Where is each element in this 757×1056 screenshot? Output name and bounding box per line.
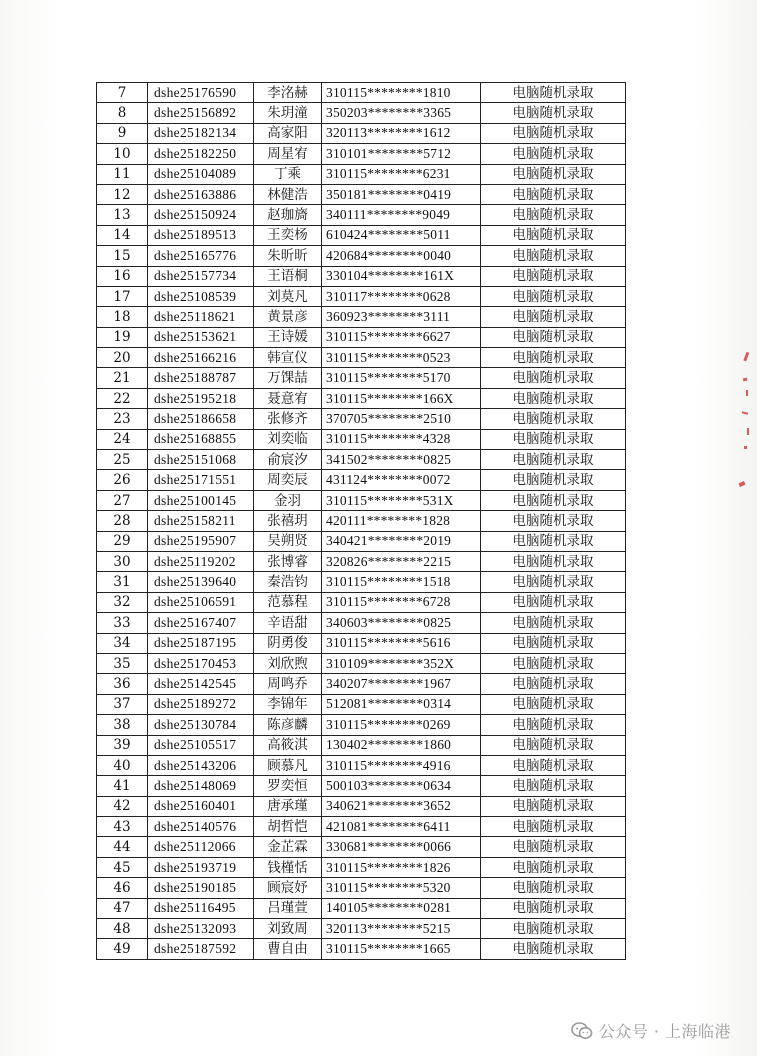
admission-method-cell: 电脑随机录取 bbox=[481, 409, 626, 429]
table-row bbox=[97, 898, 626, 918]
admission-method-cell: 电脑随机录取 bbox=[481, 164, 626, 184]
registration-id-cell: dshe25151068 bbox=[148, 450, 254, 470]
student-name-cell: 张博睿 bbox=[254, 551, 322, 571]
table-row bbox=[97, 551, 626, 571]
registration-id-cell: dshe25140576 bbox=[148, 817, 254, 837]
student-name-cell: 顾宸妤 bbox=[254, 878, 322, 898]
student-name-cell: 李洺赫 bbox=[254, 83, 322, 103]
row-number-cell: 31 bbox=[97, 572, 148, 592]
student-name-cell: 朱昕昕 bbox=[254, 246, 322, 266]
registration-id-cell: dshe25168855 bbox=[148, 429, 254, 449]
table-row bbox=[97, 490, 626, 510]
id-card-number-cell: 310115********5616 bbox=[322, 633, 481, 653]
id-card-number-cell: 512081********0314 bbox=[322, 694, 481, 714]
registration-id-cell: dshe25189272 bbox=[148, 694, 254, 714]
id-card-number-cell: 310117********0628 bbox=[322, 286, 481, 306]
student-name-cell: 张禧玥 bbox=[254, 511, 322, 531]
registration-id-cell: dshe25116495 bbox=[148, 898, 254, 918]
registration-id-cell: dshe25193719 bbox=[148, 857, 254, 877]
row-number-cell: 21 bbox=[97, 368, 148, 388]
row-number-cell: 9 bbox=[97, 123, 148, 143]
admission-method-cell: 电脑随机录取 bbox=[481, 694, 626, 714]
admission-method-cell: 电脑随机录取 bbox=[481, 878, 626, 898]
student-name-cell: 刘奕临 bbox=[254, 429, 322, 449]
table-row bbox=[97, 511, 626, 531]
registration-id-cell: dshe25150924 bbox=[148, 205, 254, 225]
table-row bbox=[97, 307, 626, 327]
row-number-cell: 42 bbox=[97, 796, 148, 816]
table-row bbox=[97, 613, 626, 633]
row-number-cell: 41 bbox=[97, 776, 148, 796]
registration-id-cell: dshe25170453 bbox=[148, 653, 254, 673]
table-row bbox=[97, 694, 626, 714]
row-number-cell: 45 bbox=[97, 857, 148, 877]
admission-roster-table bbox=[96, 82, 626, 960]
admission-method-cell: 电脑随机录取 bbox=[481, 857, 626, 877]
id-card-number-cell: 431124********0072 bbox=[322, 470, 481, 490]
id-card-number-cell: 500103********0634 bbox=[322, 776, 481, 796]
id-card-number-cell: 310115********6728 bbox=[322, 592, 481, 612]
admission-method-cell: 电脑随机录取 bbox=[481, 531, 626, 551]
registration-id-cell: dshe25157734 bbox=[148, 266, 254, 286]
registration-id-cell: dshe25156892 bbox=[148, 103, 254, 123]
admission-method-cell: 电脑随机录取 bbox=[481, 490, 626, 510]
student-name-cell: 黄景彦 bbox=[254, 307, 322, 327]
admission-method-cell: 电脑随机录取 bbox=[481, 327, 626, 347]
admission-method-cell: 电脑随机录取 bbox=[481, 735, 626, 755]
row-number-cell: 48 bbox=[97, 919, 148, 939]
admission-method-cell: 电脑随机录取 bbox=[481, 898, 626, 918]
admission-method-cell: 电脑随机录取 bbox=[481, 755, 626, 775]
registration-id-cell: dshe25153621 bbox=[148, 327, 254, 347]
table-row bbox=[97, 450, 626, 470]
row-number-cell: 13 bbox=[97, 205, 148, 225]
row-number-cell: 23 bbox=[97, 409, 148, 429]
id-card-number-cell: 340421********2019 bbox=[322, 531, 481, 551]
admission-method-cell: 电脑随机录取 bbox=[481, 592, 626, 612]
id-card-number-cell: 310115********1826 bbox=[322, 857, 481, 877]
registration-id-cell: dshe25190185 bbox=[148, 878, 254, 898]
registration-id-cell: dshe25108539 bbox=[148, 286, 254, 306]
id-card-number-cell: 370705********2510 bbox=[322, 409, 481, 429]
id-card-number-cell: 310101********5712 bbox=[322, 144, 481, 164]
table-row bbox=[97, 572, 626, 592]
id-card-number-cell: 330681********0066 bbox=[322, 837, 481, 857]
table-row bbox=[97, 592, 626, 612]
table-row bbox=[97, 348, 626, 368]
student-name-cell: 金芷霖 bbox=[254, 837, 322, 857]
registration-id-cell: dshe25148069 bbox=[148, 776, 254, 796]
admission-method-cell: 电脑随机录取 bbox=[481, 123, 626, 143]
admission-method-cell: 电脑随机录取 bbox=[481, 551, 626, 571]
id-card-number-cell: 420111********1828 bbox=[322, 511, 481, 531]
registration-id-cell: dshe25130784 bbox=[148, 715, 254, 735]
table-row bbox=[97, 755, 626, 775]
admission-method-cell: 电脑随机录取 bbox=[481, 450, 626, 470]
admission-method-cell: 电脑随机录取 bbox=[481, 511, 626, 531]
row-number-cell: 37 bbox=[97, 694, 148, 714]
student-name-cell: 赵珈旖 bbox=[254, 205, 322, 225]
id-card-number-cell: 310109********352X bbox=[322, 653, 481, 673]
admission-method-cell: 电脑随机录取 bbox=[481, 470, 626, 490]
registration-id-cell: dshe25112066 bbox=[148, 837, 254, 857]
id-card-number-cell: 310115********0269 bbox=[322, 715, 481, 735]
id-card-number-cell: 320826********2215 bbox=[322, 551, 481, 571]
id-card-number-cell: 340603********0825 bbox=[322, 613, 481, 633]
admission-method-cell: 电脑随机录取 bbox=[481, 246, 626, 266]
admission-method-cell: 电脑随机录取 bbox=[481, 572, 626, 592]
student-name-cell: 周鸣乔 bbox=[254, 674, 322, 694]
table-row bbox=[97, 225, 626, 245]
table-row bbox=[97, 715, 626, 735]
id-card-number-cell: 310115********1518 bbox=[322, 572, 481, 592]
registration-id-cell: dshe25189513 bbox=[148, 225, 254, 245]
student-name-cell: 王奕杨 bbox=[254, 225, 322, 245]
student-name-cell: 吴朔贤 bbox=[254, 531, 322, 551]
table-row bbox=[97, 388, 626, 408]
student-name-cell: 韩宣仪 bbox=[254, 348, 322, 368]
row-number-cell: 11 bbox=[97, 164, 148, 184]
admission-method-cell: 电脑随机录取 bbox=[481, 205, 626, 225]
registration-id-cell: dshe25166216 bbox=[148, 348, 254, 368]
table-row bbox=[97, 735, 626, 755]
row-number-cell: 30 bbox=[97, 551, 148, 571]
admission-method-cell: 电脑随机录取 bbox=[481, 429, 626, 449]
id-card-number-cell: 310115********6627 bbox=[322, 327, 481, 347]
table-row bbox=[97, 796, 626, 816]
table-row bbox=[97, 674, 626, 694]
row-number-cell: 34 bbox=[97, 633, 148, 653]
student-name-cell: 万馃喆 bbox=[254, 368, 322, 388]
admission-method-cell: 电脑随机录取 bbox=[481, 286, 626, 306]
student-name-cell: 阴勇俊 bbox=[254, 633, 322, 653]
table-row bbox=[97, 205, 626, 225]
table-row bbox=[97, 429, 626, 449]
table-row bbox=[97, 144, 626, 164]
student-name-cell: 朱玥潼 bbox=[254, 103, 322, 123]
table-row bbox=[97, 776, 626, 796]
student-name-cell: 罗奕恒 bbox=[254, 776, 322, 796]
id-card-number-cell: 350181********0419 bbox=[322, 184, 481, 204]
admission-method-cell: 电脑随机录取 bbox=[481, 225, 626, 245]
admission-method-cell: 电脑随机录取 bbox=[481, 837, 626, 857]
student-name-cell: 陈彦麟 bbox=[254, 715, 322, 735]
wechat-official-account-icon bbox=[571, 1022, 593, 1040]
row-number-cell: 19 bbox=[97, 327, 148, 347]
admission-method-cell: 电脑随机录取 bbox=[481, 776, 626, 796]
id-card-number-cell: 310115********4916 bbox=[322, 755, 481, 775]
registration-id-cell: dshe25171551 bbox=[148, 470, 254, 490]
red-seal-edge-marks bbox=[733, 350, 753, 500]
row-number-cell: 7 bbox=[97, 83, 148, 103]
row-number-cell: 8 bbox=[97, 103, 148, 123]
student-name-cell: 林健浩 bbox=[254, 184, 322, 204]
registration-id-cell: dshe25176590 bbox=[148, 83, 254, 103]
row-number-cell: 40 bbox=[97, 755, 148, 775]
row-number-cell: 32 bbox=[97, 592, 148, 612]
student-name-cell: 刘欣煦 bbox=[254, 653, 322, 673]
row-number-cell: 24 bbox=[97, 429, 148, 449]
row-number-cell: 27 bbox=[97, 490, 148, 510]
table-row bbox=[97, 83, 626, 103]
id-card-number-cell: 310115********5320 bbox=[322, 878, 481, 898]
row-number-cell: 49 bbox=[97, 939, 148, 959]
id-card-number-cell: 310115********166X bbox=[322, 388, 481, 408]
student-name-cell: 刘莫凡 bbox=[254, 286, 322, 306]
registration-id-cell: dshe25182250 bbox=[148, 144, 254, 164]
row-number-cell: 14 bbox=[97, 225, 148, 245]
row-number-cell: 47 bbox=[97, 898, 148, 918]
id-card-number-cell: 360923********3111 bbox=[322, 307, 481, 327]
row-number-cell: 28 bbox=[97, 511, 148, 531]
row-number-cell: 44 bbox=[97, 837, 148, 857]
registration-id-cell: dshe25100145 bbox=[148, 490, 254, 510]
admission-method-cell: 电脑随机录取 bbox=[481, 348, 626, 368]
registration-id-cell: dshe25119202 bbox=[148, 551, 254, 571]
student-name-cell: 周奕辰 bbox=[254, 470, 322, 490]
id-card-number-cell: 310115********4328 bbox=[322, 429, 481, 449]
student-name-cell: 刘致周 bbox=[254, 919, 322, 939]
id-card-number-cell: 340207********1967 bbox=[322, 674, 481, 694]
row-number-cell: 17 bbox=[97, 286, 148, 306]
id-card-number-cell: 130402********1860 bbox=[322, 735, 481, 755]
row-number-cell: 16 bbox=[97, 266, 148, 286]
student-name-cell: 高筱淇 bbox=[254, 735, 322, 755]
table-row bbox=[97, 368, 626, 388]
row-number-cell: 39 bbox=[97, 735, 148, 755]
row-number-cell: 43 bbox=[97, 817, 148, 837]
registration-id-cell: dshe25158211 bbox=[148, 511, 254, 531]
registration-id-cell: dshe25118621 bbox=[148, 307, 254, 327]
admission-method-cell: 电脑随机录取 bbox=[481, 368, 626, 388]
id-card-number-cell: 310115********1665 bbox=[322, 939, 481, 959]
watermark-text: 公众号 · 上海临港 bbox=[598, 1022, 731, 1041]
admission-method-cell: 电脑随机录取 bbox=[481, 388, 626, 408]
row-number-cell: 25 bbox=[97, 450, 148, 470]
table-row bbox=[97, 184, 626, 204]
row-number-cell: 35 bbox=[97, 653, 148, 673]
id-card-number-cell: 340111********9049 bbox=[322, 205, 481, 225]
table-row bbox=[97, 409, 626, 429]
table-row bbox=[97, 939, 626, 959]
student-name-cell: 丁乘 bbox=[254, 164, 322, 184]
table-row bbox=[97, 653, 626, 673]
id-card-number-cell: 421081********6411 bbox=[322, 817, 481, 837]
row-number-cell: 20 bbox=[97, 348, 148, 368]
row-number-cell: 22 bbox=[97, 388, 148, 408]
student-name-cell: 王语桐 bbox=[254, 266, 322, 286]
table-row bbox=[97, 919, 626, 939]
row-number-cell: 36 bbox=[97, 674, 148, 694]
student-name-cell: 李锦年 bbox=[254, 694, 322, 714]
admission-method-cell: 电脑随机录取 bbox=[481, 83, 626, 103]
admission-method-cell: 电脑随机录取 bbox=[481, 633, 626, 653]
table-row bbox=[97, 817, 626, 837]
row-number-cell: 10 bbox=[97, 144, 148, 164]
id-card-number-cell: 420684********0040 bbox=[322, 246, 481, 266]
table-row bbox=[97, 266, 626, 286]
table-row bbox=[97, 878, 626, 898]
table-row bbox=[97, 531, 626, 551]
id-card-number-cell: 310115********531X bbox=[322, 490, 481, 510]
table-row bbox=[97, 286, 626, 306]
student-name-cell: 高家阳 bbox=[254, 123, 322, 143]
registration-id-cell: dshe25165776 bbox=[148, 246, 254, 266]
admission-method-cell: 电脑随机录取 bbox=[481, 919, 626, 939]
student-name-cell: 唐承瑾 bbox=[254, 796, 322, 816]
registration-id-cell: dshe25188787 bbox=[148, 368, 254, 388]
row-number-cell: 26 bbox=[97, 470, 148, 490]
row-number-cell: 46 bbox=[97, 878, 148, 898]
registration-id-cell: dshe25187592 bbox=[148, 939, 254, 959]
registration-id-cell: dshe25182134 bbox=[148, 123, 254, 143]
row-number-cell: 29 bbox=[97, 531, 148, 551]
admission-method-cell: 电脑随机录取 bbox=[481, 103, 626, 123]
registration-id-cell: dshe25105517 bbox=[148, 735, 254, 755]
id-card-number-cell: 320113********5215 bbox=[322, 919, 481, 939]
registration-id-cell: dshe25104089 bbox=[148, 164, 254, 184]
row-number-cell: 33 bbox=[97, 613, 148, 633]
id-card-number-cell: 310115********0523 bbox=[322, 348, 481, 368]
roster-table-body bbox=[97, 83, 626, 960]
id-card-number-cell: 610424********5011 bbox=[322, 225, 481, 245]
id-card-number-cell: 341502********0825 bbox=[322, 450, 481, 470]
student-name-cell: 秦浩钧 bbox=[254, 572, 322, 592]
admission-method-cell: 电脑随机录取 bbox=[481, 796, 626, 816]
id-card-number-cell: 310115********5170 bbox=[322, 368, 481, 388]
student-name-cell: 辛语甜 bbox=[254, 613, 322, 633]
student-name-cell: 金羽 bbox=[254, 490, 322, 510]
wechat-watermark bbox=[571, 1019, 731, 1042]
registration-id-cell: dshe25143206 bbox=[148, 755, 254, 775]
student-name-cell: 聂意宥 bbox=[254, 388, 322, 408]
table-row bbox=[97, 164, 626, 184]
student-name-cell: 钱槿恬 bbox=[254, 857, 322, 877]
admission-method-cell: 电脑随机录取 bbox=[481, 653, 626, 673]
student-name-cell: 周星宥 bbox=[254, 144, 322, 164]
row-number-cell: 38 bbox=[97, 715, 148, 735]
row-number-cell: 12 bbox=[97, 184, 148, 204]
registration-id-cell: dshe25132093 bbox=[148, 919, 254, 939]
admission-method-cell: 电脑随机录取 bbox=[481, 184, 626, 204]
registration-id-cell: dshe25106591 bbox=[148, 592, 254, 612]
student-name-cell: 范慕程 bbox=[254, 592, 322, 612]
admission-method-cell: 电脑随机录取 bbox=[481, 939, 626, 959]
table-row bbox=[97, 103, 626, 123]
student-name-cell: 顾慕凡 bbox=[254, 755, 322, 775]
id-card-number-cell: 140105********0281 bbox=[322, 898, 481, 918]
registration-id-cell: dshe25195218 bbox=[148, 388, 254, 408]
registration-id-cell: dshe25163886 bbox=[148, 184, 254, 204]
id-card-number-cell: 340621********3652 bbox=[322, 796, 481, 816]
table-row bbox=[97, 123, 626, 143]
admission-method-cell: 电脑随机录取 bbox=[481, 613, 626, 633]
table-row bbox=[97, 633, 626, 653]
registration-id-cell: dshe25139640 bbox=[148, 572, 254, 592]
registration-id-cell: dshe25160401 bbox=[148, 796, 254, 816]
student-name-cell: 王诗媛 bbox=[254, 327, 322, 347]
table-row bbox=[97, 470, 626, 490]
registration-id-cell: dshe25187195 bbox=[148, 633, 254, 653]
table-row bbox=[97, 857, 626, 877]
admission-method-cell: 电脑随机录取 bbox=[481, 715, 626, 735]
student-name-cell: 曹自由 bbox=[254, 939, 322, 959]
table-row bbox=[97, 246, 626, 266]
id-card-number-cell: 330104********161X bbox=[322, 266, 481, 286]
registration-id-cell: dshe25167407 bbox=[148, 613, 254, 633]
registration-id-cell: dshe25186658 bbox=[148, 409, 254, 429]
student-name-cell: 张修齐 bbox=[254, 409, 322, 429]
admission-method-cell: 电脑随机录取 bbox=[481, 144, 626, 164]
registration-id-cell: dshe25142545 bbox=[148, 674, 254, 694]
table-row bbox=[97, 327, 626, 347]
admission-method-cell: 电脑随机录取 bbox=[481, 307, 626, 327]
id-card-number-cell: 350203********3365 bbox=[322, 103, 481, 123]
row-number-cell: 18 bbox=[97, 307, 148, 327]
id-card-number-cell: 310115********6231 bbox=[322, 164, 481, 184]
table-row bbox=[97, 837, 626, 857]
student-name-cell: 吕瑾萱 bbox=[254, 898, 322, 918]
student-name-cell: 俞宸汐 bbox=[254, 450, 322, 470]
id-card-number-cell: 320113********1612 bbox=[322, 123, 481, 143]
id-card-number-cell: 310115********1810 bbox=[322, 83, 481, 103]
registration-id-cell: dshe25195907 bbox=[148, 531, 254, 551]
admission-method-cell: 电脑随机录取 bbox=[481, 266, 626, 286]
row-number-cell: 15 bbox=[97, 246, 148, 266]
admission-method-cell: 电脑随机录取 bbox=[481, 817, 626, 837]
student-name-cell: 胡哲恺 bbox=[254, 817, 322, 837]
admission-method-cell: 电脑随机录取 bbox=[481, 674, 626, 694]
